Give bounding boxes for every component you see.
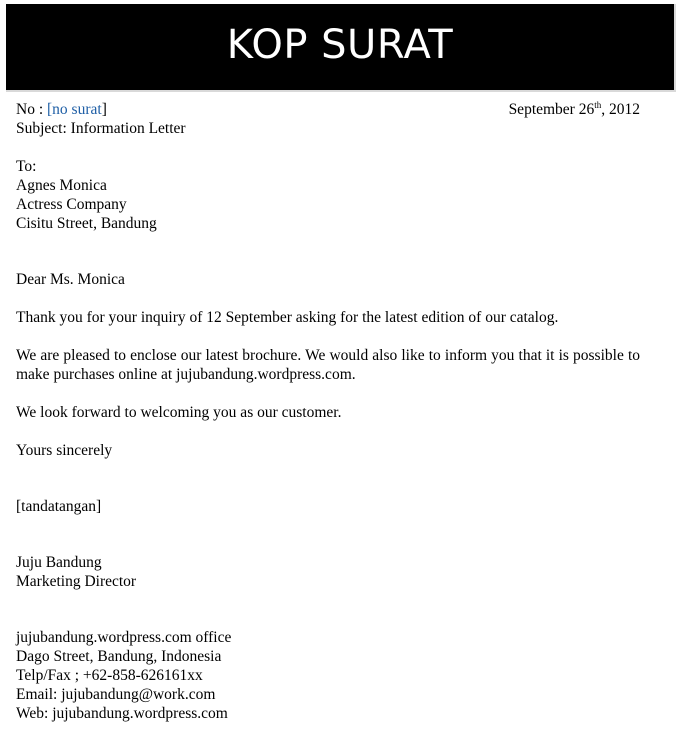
letter-number-date-row (16, 100, 640, 119)
letterhead-title: KOP SURAT (226, 22, 454, 68)
footer-street: Dago Street, Bandung, Indonesia (16, 648, 222, 665)
recipient-to-label: To: (16, 158, 37, 175)
letter-subject: Subject: Information Letter (16, 120, 186, 137)
footer-email: Email: jujubandung@work.com (16, 686, 216, 703)
footer-office: jujubandung.wordpress.com office (16, 629, 232, 646)
letterhead-banner (6, 4, 674, 90)
letter-number-label: No : (16, 101, 47, 118)
letter-date-ordinal: th (594, 100, 602, 110)
paragraph-1: Thank you for your inquiry of 12 September asking for the latest edition of our catalog. (16, 309, 559, 326)
letterhead-shadow (6, 4, 676, 92)
footer-web: Web: jujubandung.wordpress.com (16, 705, 228, 722)
recipient-address: Cisitu Street, Bandung (16, 215, 157, 232)
letter-date-year: , 2012 (601, 101, 640, 118)
letter-number-open-bracket: [ (47, 101, 53, 118)
signature-placeholder: [tandatangan] (16, 498, 102, 515)
paragraph-3: We look forward to welcoming you as our customer. (16, 404, 342, 421)
paragraph-2: We are pleased to enclose our latest brochure. We would also like to inform you that it is possible to make purchases online at jujubandung.wordpress.com. (16, 347, 640, 383)
signer-title: Marketing Director (16, 573, 137, 590)
letter-number-close-bracket: ] (101, 101, 107, 118)
letter-date (509, 100, 640, 119)
letter-number-placeholder: no surat (52, 101, 102, 118)
signer-name: Juju Bandung (16, 554, 102, 571)
salutation: Dear Ms. Monica (16, 271, 125, 288)
recipient-name: Agnes Monica (16, 177, 107, 194)
recipient-company: Actress Company (16, 196, 127, 213)
footer-phone: Telp/Fax ; +62-858-626161xx (16, 667, 203, 684)
letter-number (16, 100, 107, 119)
letter-date-prefix: September 26 (508, 101, 595, 118)
closing: Yours sincerely (16, 442, 113, 459)
letter-body (16, 100, 640, 723)
